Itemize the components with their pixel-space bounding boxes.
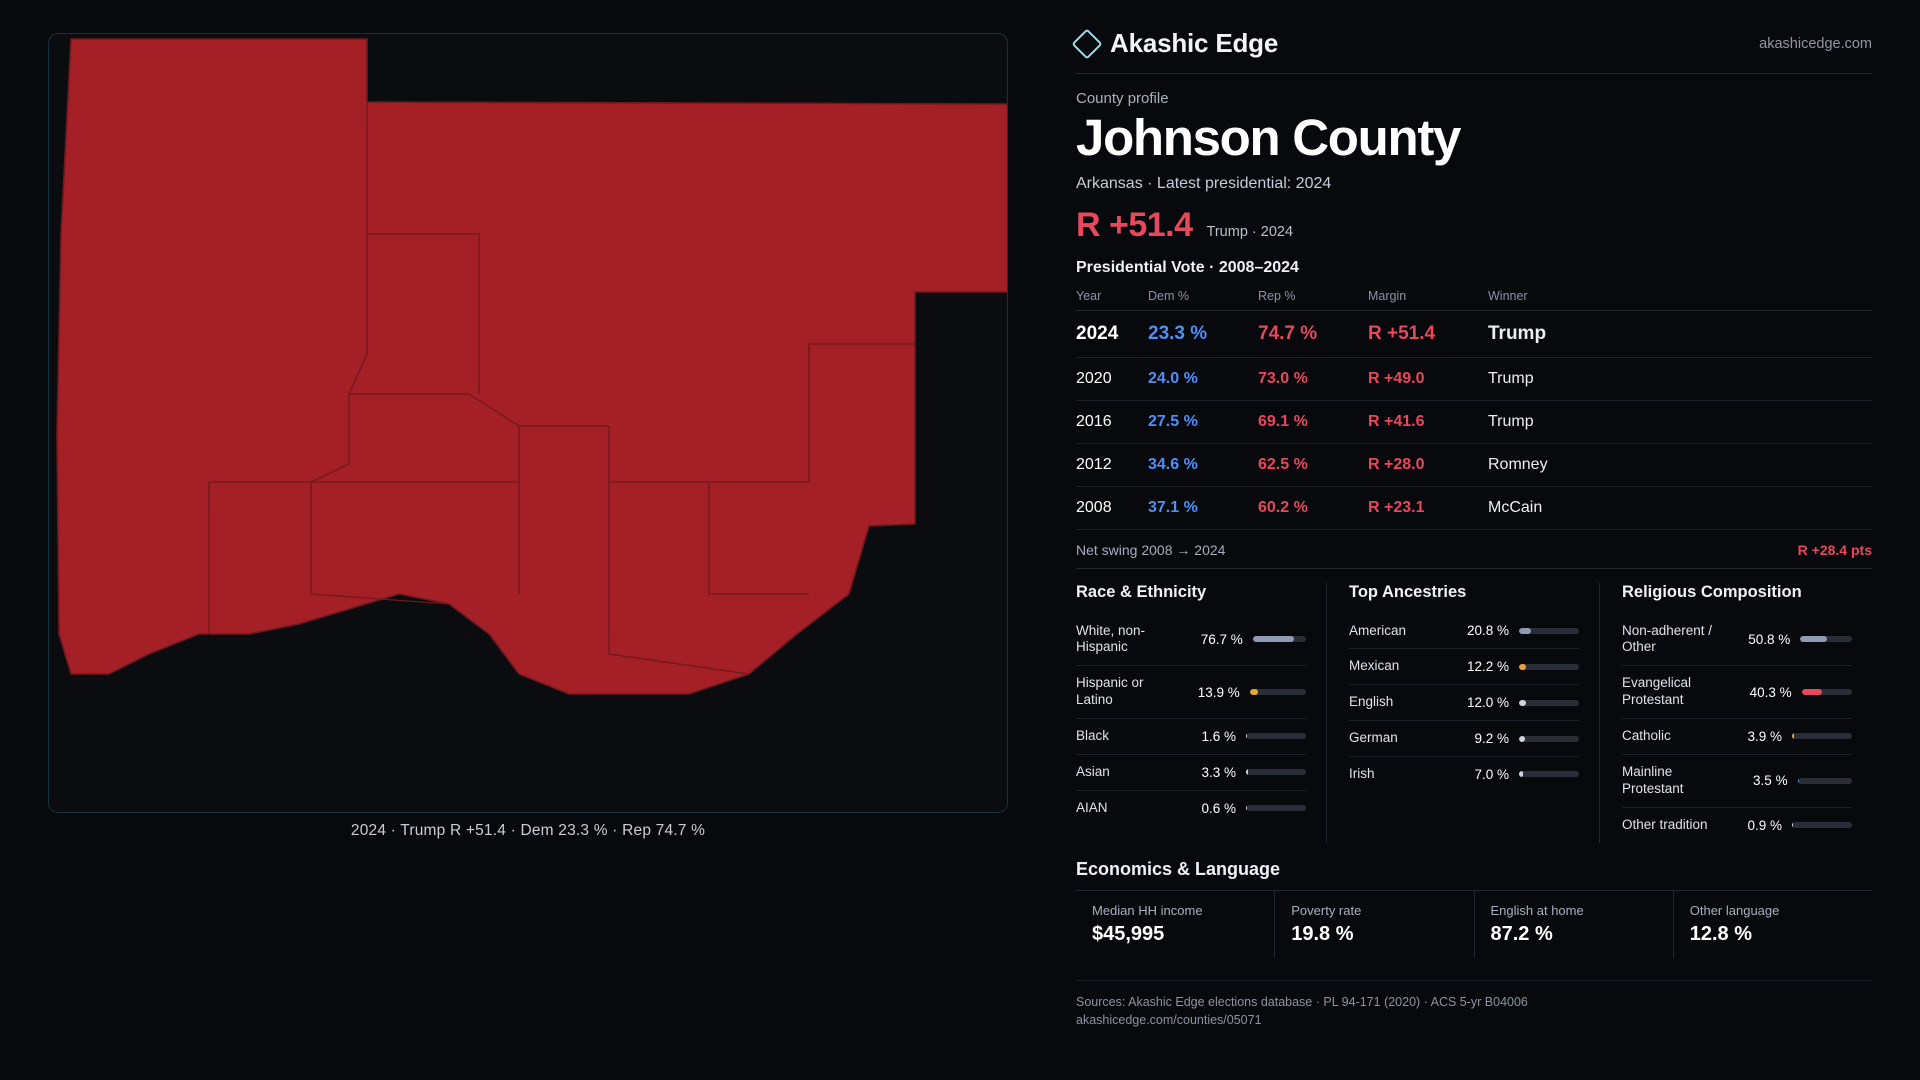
brand-row (1076, 28, 1872, 73)
stat-value: 3.3 % (1201, 764, 1236, 780)
sources-permalink[interactable]: akashicedge.com/counties/05071 (1076, 1013, 1262, 1028)
list-item (1349, 721, 1579, 757)
cell-rep: 60.2 % (1258, 486, 1368, 529)
stat-value: 9.2 % (1474, 731, 1509, 747)
stat-bar (1519, 664, 1579, 670)
list-item (1076, 755, 1306, 791)
col-margin: Margin (1368, 285, 1488, 311)
econ-label: English at home (1490, 902, 1584, 918)
stat-label: American (1349, 622, 1407, 638)
stat-bar (1519, 736, 1579, 742)
stat-label: German (1349, 730, 1398, 746)
info-panel (1040, 0, 1920, 1080)
county-map-frame[interactable] (48, 33, 1008, 813)
sources-block (1076, 980, 1872, 1031)
brand-name: Akashic Edge (1110, 28, 1279, 58)
stat-value: 13.9 % (1197, 684, 1240, 700)
stat-label: White, non-Hispanic (1076, 622, 1146, 655)
cell-rep: 74.7 % (1258, 310, 1368, 357)
county-map-svg (49, 34, 1008, 813)
table-row[interactable] (1076, 486, 1872, 529)
stat-value: 20.8 % (1466, 623, 1509, 639)
demographics-columns (1076, 568, 1872, 843)
stat-bar (1800, 636, 1852, 642)
econ-cell-poverty-rate (1275, 891, 1474, 958)
top-ancestries-title: Top Ancestries (1349, 582, 1467, 601)
list-item (1349, 649, 1579, 685)
stat-value: 12.2 % (1466, 659, 1509, 675)
stat-value: 50.8 % (1748, 631, 1791, 647)
cell-dem: 34.6 % (1148, 443, 1258, 486)
stat-label: English (1349, 694, 1394, 710)
brand[interactable] (1076, 28, 1278, 59)
col-rep: Rep % (1258, 285, 1368, 311)
cell-rep: 62.5 % (1258, 443, 1368, 486)
stat-bar (1250, 689, 1306, 695)
table-row[interactable] (1076, 357, 1872, 400)
stat-bar (1802, 689, 1852, 695)
stat-bar (1519, 700, 1579, 706)
page-eyebrow: County profile (1076, 90, 1169, 107)
cell-rep: 69.1 % (1258, 400, 1368, 443)
stat-value: 1.6 % (1201, 728, 1236, 744)
table-row[interactable] (1076, 310, 1872, 357)
page-subtitle: Arkansas · Latest presidential: 2024 (1076, 174, 1332, 192)
econ-value: 87.2 % (1490, 922, 1553, 945)
cell-year: 2012 (1076, 443, 1148, 486)
list-item (1076, 719, 1306, 755)
cell-dem: 24.0 % (1148, 357, 1258, 400)
net-swing-row (1076, 530, 1872, 568)
header-divider (1076, 73, 1872, 74)
stat-label: Black (1076, 728, 1110, 744)
cell-year: 2016 (1076, 400, 1148, 443)
stat-value: 0.9 % (1747, 817, 1782, 833)
brand-url[interactable]: akashicedge.com (1759, 35, 1872, 52)
table-row[interactable] (1076, 400, 1872, 443)
list-item (1622, 614, 1852, 667)
headline-margin-value: R +51.4 (1076, 205, 1193, 244)
cell-winner: Trump (1488, 310, 1872, 357)
table-row[interactable] (1076, 443, 1872, 486)
stat-label: Catholic (1622, 728, 1671, 744)
list-item (1349, 685, 1579, 721)
econ-cell-median-income (1076, 891, 1275, 958)
stat-bar (1246, 733, 1306, 739)
col-year: Year (1076, 285, 1148, 311)
econ-value: 12.8 % (1689, 922, 1753, 945)
economics-title: Economics & Language (1076, 858, 1281, 879)
list-item (1076, 614, 1306, 667)
cell-dem: 27.5 % (1148, 400, 1258, 443)
votes-section-title: Presidential Vote · 2008–2024 (1076, 258, 1299, 276)
stat-value: 76.7 % (1200, 631, 1243, 647)
sources-line: Sources: Akashic Edge elections database · PL 94-171 (2020) · ACS 5-yr B04006 (1076, 994, 1528, 1009)
stat-value: 0.6 % (1201, 800, 1236, 816)
stat-value: 3.5 % (1753, 773, 1788, 789)
headline-margin (1076, 206, 1872, 245)
stat-label: Mainline Protestant (1622, 763, 1684, 796)
econ-label: Poverty rate (1291, 902, 1362, 918)
econ-label: Other language (1689, 902, 1780, 918)
cell-dem: 37.1 % (1148, 486, 1258, 529)
cell-winner: Trump (1488, 400, 1872, 443)
econ-value: 19.8 % (1291, 922, 1354, 945)
list-item (1349, 614, 1579, 650)
cell-year: 2020 (1076, 357, 1148, 400)
cell-margin: R +23.1 (1368, 486, 1488, 529)
list-item (1076, 666, 1306, 719)
list-item (1349, 757, 1579, 792)
cell-year: 2024 (1076, 310, 1148, 357)
race-ethnicity-column (1076, 583, 1326, 843)
stat-label: AIAN (1076, 799, 1108, 815)
presidential-vote-table (1076, 285, 1872, 530)
cell-margin: R +51.4 (1368, 310, 1488, 357)
econ-cell-english-at-home (1475, 891, 1674, 958)
stat-label: Other tradition (1622, 816, 1708, 832)
economics-row (1076, 890, 1872, 958)
list-item (1076, 791, 1306, 826)
cell-winner: Romney (1488, 443, 1872, 486)
stat-bar (1253, 636, 1306, 642)
stat-bar (1519, 771, 1579, 777)
stat-bar (1798, 778, 1852, 784)
race-ethnicity-title: Race & Ethnicity (1076, 582, 1207, 601)
cell-margin: R +49.0 (1368, 357, 1488, 400)
stat-bar (1792, 822, 1852, 828)
map-caption: 2024 · Trump R +51.4 · Dem 23.3 % · Rep 74.7 % (350, 822, 706, 839)
list-item (1622, 666, 1852, 719)
stat-label: Hispanic or Latino (1076, 675, 1144, 708)
stat-label: Evangelical Protestant (1622, 675, 1692, 708)
stat-label: Mexican (1349, 658, 1400, 674)
stat-label: Non-adherent / Other (1622, 622, 1713, 655)
list-item (1622, 808, 1852, 843)
religious-composition-title: Religious Composition (1622, 582, 1802, 601)
econ-label: Median HH income (1092, 902, 1203, 918)
top-ancestries-column (1326, 583, 1599, 843)
stat-bar (1792, 733, 1852, 739)
stat-value: 7.0 % (1474, 766, 1509, 782)
col-winner: Winner (1488, 285, 1872, 311)
stat-value: 12.0 % (1466, 695, 1509, 711)
table-header-row (1076, 285, 1872, 311)
stat-bar (1519, 628, 1579, 634)
stat-label: Asian (1076, 763, 1110, 779)
econ-value: $45,995 (1092, 922, 1165, 945)
page-title: Johnson County (1076, 109, 1461, 166)
cell-rep: 73.0 % (1258, 357, 1368, 400)
stat-value: 3.9 % (1747, 728, 1782, 744)
list-item (1622, 755, 1852, 808)
diamond-icon (1071, 28, 1102, 59)
econ-cell-other-language (1674, 891, 1872, 958)
cell-winner: McCain (1488, 486, 1872, 529)
col-dem: Dem % (1148, 285, 1258, 311)
net-swing-label: Net swing 2008 → 2024 (1076, 541, 1226, 558)
cell-year: 2008 (1076, 486, 1148, 529)
stat-value: 40.3 % (1749, 684, 1792, 700)
list-item (1622, 719, 1852, 755)
cell-winner: Trump (1488, 357, 1872, 400)
net-swing-value: R +28.4 pts (1797, 541, 1872, 558)
stat-bar (1246, 805, 1306, 811)
religious-composition-column (1599, 583, 1872, 843)
cell-margin: R +28.0 (1368, 443, 1488, 486)
cell-dem: 23.3 % (1148, 310, 1258, 357)
headline-margin-note: Trump · 2024 (1206, 223, 1294, 240)
stat-bar (1246, 769, 1306, 775)
stat-label: Irish (1349, 766, 1375, 782)
cell-margin: R +41.6 (1368, 400, 1488, 443)
